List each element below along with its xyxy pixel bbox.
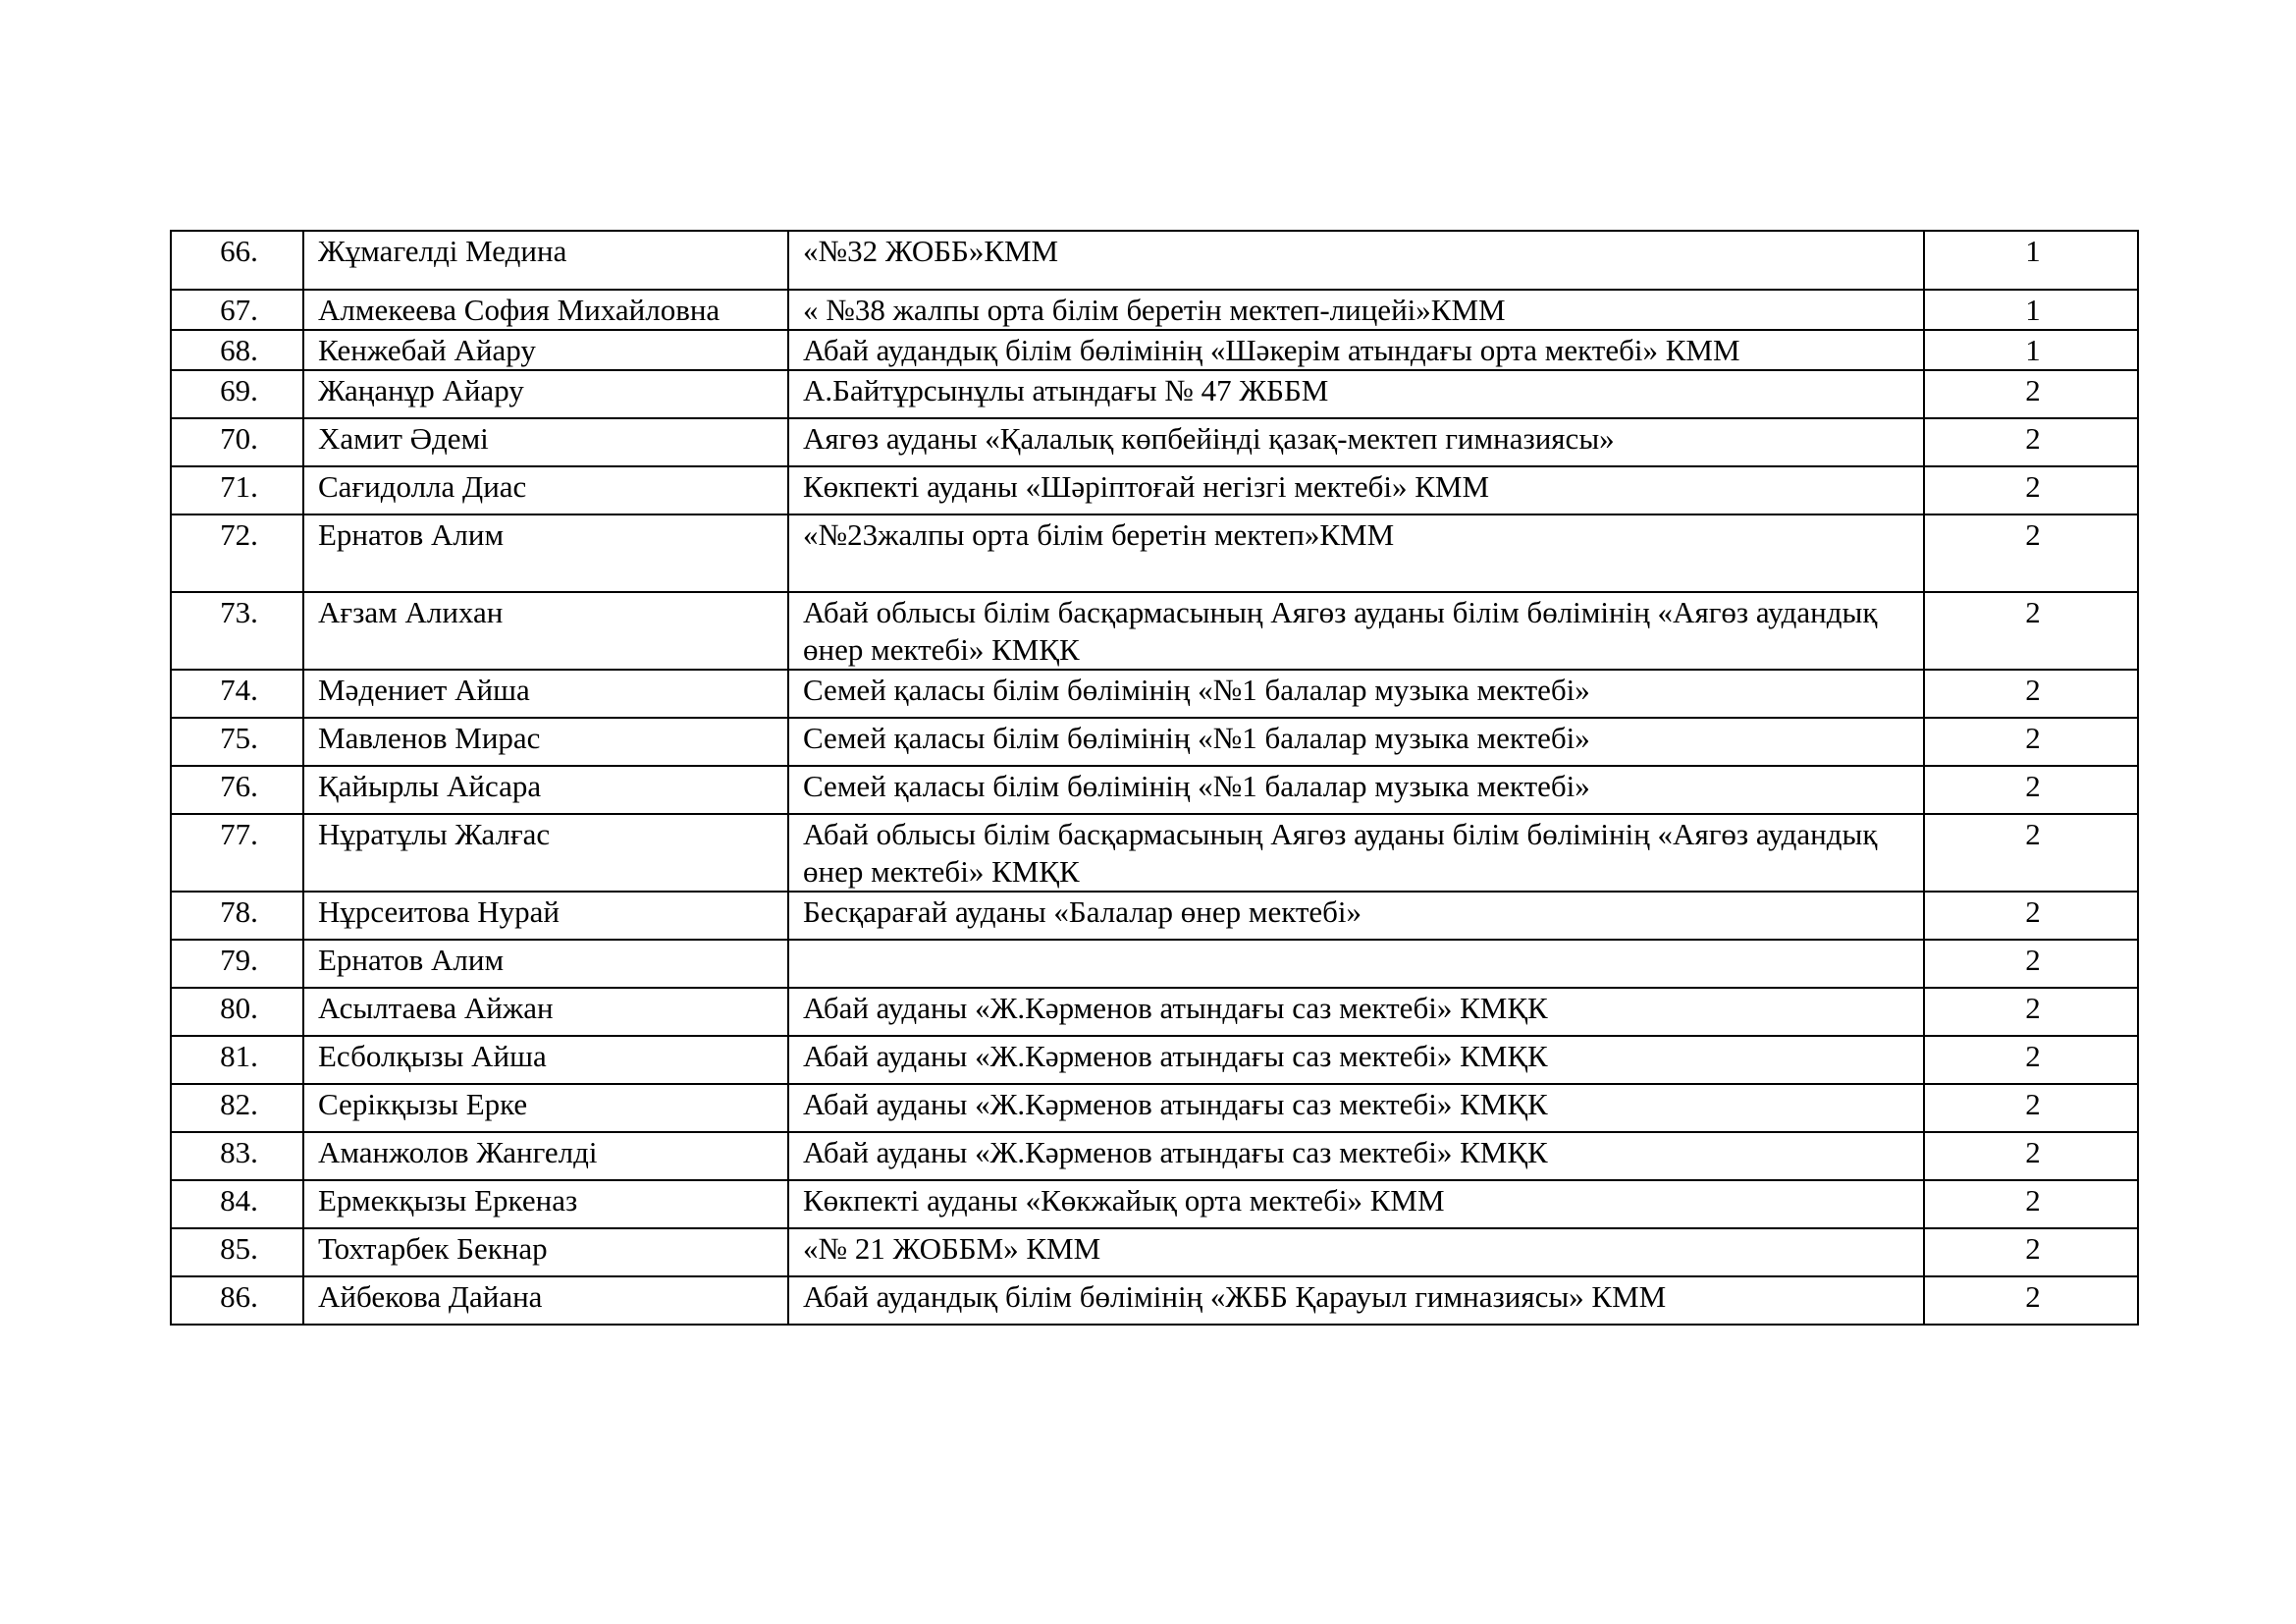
participant-name-cell: Нұрсеитова Нурай — [303, 892, 788, 940]
row-number-cell: 82. — [171, 1084, 303, 1132]
table-row — [171, 670, 2138, 718]
row-number-cell: 81. — [171, 1036, 303, 1084]
row-number-cell: 77. — [171, 814, 303, 892]
table-row — [171, 418, 2138, 466]
value-cell: 2 — [1924, 1084, 2138, 1132]
participant-name-cell: Нұратұлы Жалғас — [303, 814, 788, 892]
participant-name-cell: Айбекова Дайана — [303, 1276, 788, 1325]
school-cell: Бесқарағай ауданы «Балалар өнер мектебі» — [788, 892, 1924, 940]
participant-name-cell: Алмекеева София Михайловна — [303, 290, 788, 330]
row-number-cell: 73. — [171, 592, 303, 670]
value-cell: 2 — [1924, 514, 2138, 592]
participant-name-cell: Серікқызы Ерке — [303, 1084, 788, 1132]
row-number-cell: 84. — [171, 1180, 303, 1228]
participants-table-body — [171, 231, 2138, 1325]
participant-name-cell: Асылтаева Айжан — [303, 988, 788, 1036]
row-number-cell: 70. — [171, 418, 303, 466]
table-row — [171, 514, 2138, 592]
school-cell: Абай ауданы «Ж.Кәрменов атындағы саз мектебі» КМҚК — [788, 1084, 1924, 1132]
row-number-cell: 66. — [171, 231, 303, 290]
table-row — [171, 766, 2138, 814]
participant-name-cell: Ернатов Алим — [303, 940, 788, 988]
school-cell: Көкпекті ауданы «Шәріптоғай негізгі мектебі» КММ — [788, 466, 1924, 514]
school-cell: «№ 21 ЖОББМ» КММ — [788, 1228, 1924, 1276]
participant-name-cell: Жұмагелді Медина — [303, 231, 788, 290]
table-row — [171, 231, 2138, 290]
participant-name-cell: Ернатов Алим — [303, 514, 788, 592]
row-number-cell: 69. — [171, 370, 303, 418]
value-cell: 2 — [1924, 892, 2138, 940]
value-cell: 2 — [1924, 1132, 2138, 1180]
row-number-cell: 67. — [171, 290, 303, 330]
school-cell: Аягөз ауданы «Қалалық көпбейінді қазақ-мектеп гимназиясы» — [788, 418, 1924, 466]
row-number-cell: 85. — [171, 1228, 303, 1276]
school-cell: «№23жалпы орта білім беретін мектеп»КММ — [788, 514, 1924, 592]
participant-name-cell: Кенжебай Айару — [303, 330, 788, 370]
school-cell: Семей қаласы білім бөлімінің «№1 балалар музыка мектебі» — [788, 718, 1924, 766]
value-cell: 2 — [1924, 1036, 2138, 1084]
row-number-cell: 79. — [171, 940, 303, 988]
row-number-cell: 78. — [171, 892, 303, 940]
participant-name-cell: Ағзам Алихан — [303, 592, 788, 670]
table-row — [171, 1180, 2138, 1228]
value-cell: 2 — [1924, 988, 2138, 1036]
school-cell: Семей қаласы білім бөлімінің «№1 балалар музыка мектебі» — [788, 670, 1924, 718]
school-cell: Семей қаласы білім бөлімінің «№1 балалар музыка мектебі» — [788, 766, 1924, 814]
table-row — [171, 892, 2138, 940]
participant-name-cell: Мәдениет Айша — [303, 670, 788, 718]
row-number-cell: 86. — [171, 1276, 303, 1325]
value-cell: 2 — [1924, 370, 2138, 418]
value-cell: 1 — [1924, 330, 2138, 370]
participant-name-cell: Есболқызы Айша — [303, 1036, 788, 1084]
row-number-cell: 74. — [171, 670, 303, 718]
participant-name-cell: Сағидолла Диас — [303, 466, 788, 514]
school-cell: Абай аудандық білім бөлімінің «Шәкерім атындағы орта мектебі» КММ — [788, 330, 1924, 370]
value-cell: 2 — [1924, 766, 2138, 814]
school-cell: Абай облысы білім басқармасының Аягөз ауданы білім бөлімінің «Аягөз аудандық өнер мектебі» КМҚК — [788, 814, 1924, 892]
school-cell: « №38 жалпы орта білім беретін мектеп-лицейі»КММ — [788, 290, 1924, 330]
table-row — [171, 370, 2138, 418]
school-cell: Көкпекті ауданы «Көкжайық орта мектебі» КММ — [788, 1180, 1924, 1228]
value-cell: 2 — [1924, 418, 2138, 466]
participant-name-cell: Тохтарбек Бекнар — [303, 1228, 788, 1276]
participant-name-cell: Хамит Әдемі — [303, 418, 788, 466]
participant-name-cell: Мавленов Мирас — [303, 718, 788, 766]
participant-name-cell: Ермекқызы Еркеназ — [303, 1180, 788, 1228]
table-row — [171, 1132, 2138, 1180]
table-row — [171, 290, 2138, 330]
value-cell: 2 — [1924, 1180, 2138, 1228]
table-row — [171, 988, 2138, 1036]
participant-name-cell: Қайырлы Айсара — [303, 766, 788, 814]
participant-name-cell: Жаңанұр Айару — [303, 370, 788, 418]
value-cell: 2 — [1924, 814, 2138, 892]
school-cell: А.Байтұрсынұлы атындағы № 47 ЖББМ — [788, 370, 1924, 418]
participant-name-cell: Аманжолов Жангелді — [303, 1132, 788, 1180]
table-row — [171, 592, 2138, 670]
table-row — [171, 1228, 2138, 1276]
table-row — [171, 330, 2138, 370]
value-cell: 2 — [1924, 940, 2138, 988]
school-cell — [788, 940, 1924, 988]
school-cell: Абай аудандық білім бөлімінің «ЖББ Қарауыл гимназиясы» КММ — [788, 1276, 1924, 1325]
school-cell: «№32 ЖОББ»КММ — [788, 231, 1924, 290]
row-number-cell: 68. — [171, 330, 303, 370]
school-cell: Абай ауданы «Ж.Кәрменов атындағы саз мектебі» КМҚК — [788, 988, 1924, 1036]
value-cell: 2 — [1924, 466, 2138, 514]
row-number-cell: 76. — [171, 766, 303, 814]
row-number-cell: 71. — [171, 466, 303, 514]
table-row — [171, 466, 2138, 514]
school-cell: Абай ауданы «Ж.Кәрменов атындағы саз мектебі» КМҚК — [788, 1132, 1924, 1180]
table-row — [171, 940, 2138, 988]
table-row — [171, 1036, 2138, 1084]
school-cell: Абай облысы білім басқармасының Аягөз ауданы білім бөлімінің «Аягөз аудандық өнер мектебі» КМҚК — [788, 592, 1924, 670]
row-number-cell: 75. — [171, 718, 303, 766]
table-row — [171, 1084, 2138, 1132]
value-cell: 1 — [1924, 290, 2138, 330]
value-cell: 2 — [1924, 670, 2138, 718]
table-row — [171, 1276, 2138, 1325]
value-cell: 2 — [1924, 592, 2138, 670]
school-cell: Абай ауданы «Ж.Кәрменов атындағы саз мектебі» КМҚК — [788, 1036, 1924, 1084]
value-cell: 2 — [1924, 718, 2138, 766]
value-cell: 2 — [1924, 1228, 2138, 1276]
row-number-cell: 72. — [171, 514, 303, 592]
value-cell: 2 — [1924, 1276, 2138, 1325]
table-row — [171, 814, 2138, 892]
row-number-cell: 83. — [171, 1132, 303, 1180]
table-row — [171, 718, 2138, 766]
row-number-cell: 80. — [171, 988, 303, 1036]
value-cell: 1 — [1924, 231, 2138, 290]
participants-table — [170, 230, 2139, 1326]
